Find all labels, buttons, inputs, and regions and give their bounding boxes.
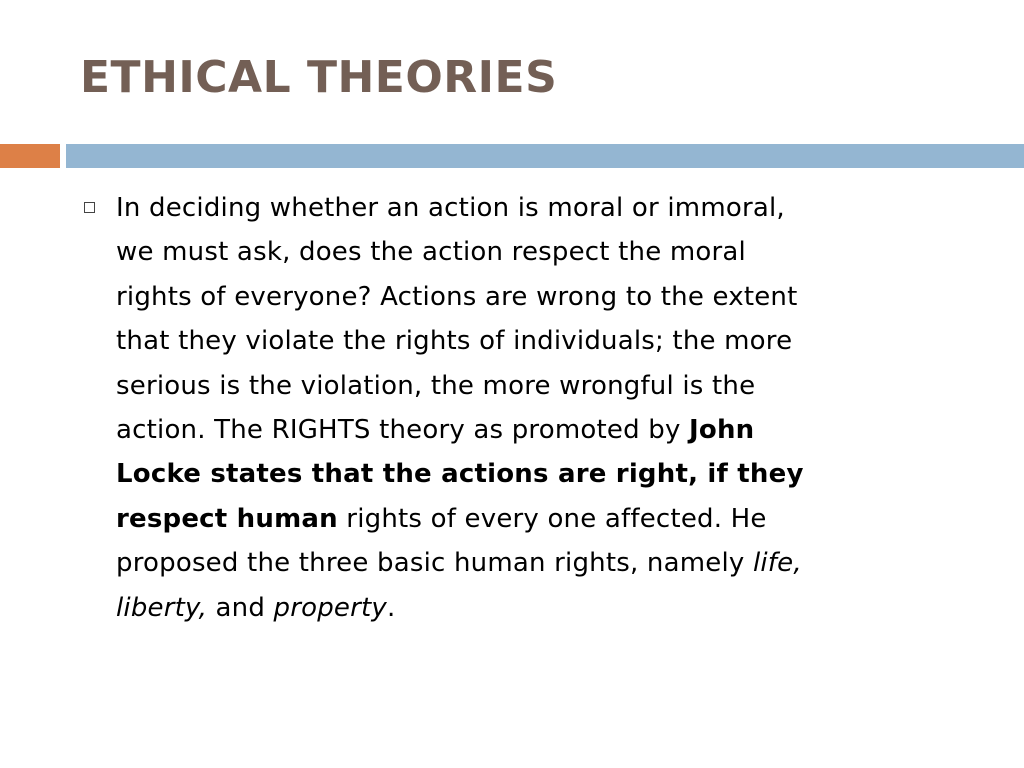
text-segment: and: [207, 592, 274, 623]
text-line: [116, 408, 966, 452]
bullet-text: [116, 186, 966, 630]
text-line: [116, 319, 966, 363]
accent-bar-orange: [0, 144, 60, 168]
text-segment: .: [387, 592, 396, 623]
text-line: [116, 497, 966, 541]
text-segment: rights of everyone? Actions are wrong to the extent: [116, 281, 798, 312]
text-line: [116, 586, 966, 630]
text-segment: proposed the three basic human rights, namely: [116, 548, 753, 579]
text-line: [116, 230, 966, 274]
text-segment: rights of every one affected. He: [337, 503, 767, 534]
text-line: [116, 186, 966, 230]
text-segment: serious is the violation, the more wrongful is the: [116, 370, 756, 401]
text-segment: In deciding whether an action is moral or immoral,: [116, 193, 785, 223]
hollow-square-bullet-icon: [84, 202, 95, 213]
bold-text-segment: John: [689, 415, 755, 446]
slide-title: ETHICAL THEORIES: [80, 52, 558, 103]
bold-text-segment: respect human: [116, 503, 338, 534]
text-line: [116, 364, 966, 408]
text-segment: that they violate the rights of individuals; the more: [116, 326, 793, 357]
text-segment: we must ask, does the action respect the moral: [116, 237, 746, 268]
italic-text-segment: liberty,: [116, 592, 208, 623]
text-line: [116, 452, 966, 496]
text-segment: action. The RIGHTS theory as promoted by: [116, 415, 690, 446]
bold-text-segment: Locke states that the actions are right, if they: [116, 459, 804, 490]
text-line: [116, 541, 966, 585]
accent-bar-blue: [66, 144, 1024, 168]
text-line: [116, 275, 966, 319]
italic-text-segment: property: [273, 592, 388, 623]
italic-text-segment: life,: [752, 548, 802, 579]
